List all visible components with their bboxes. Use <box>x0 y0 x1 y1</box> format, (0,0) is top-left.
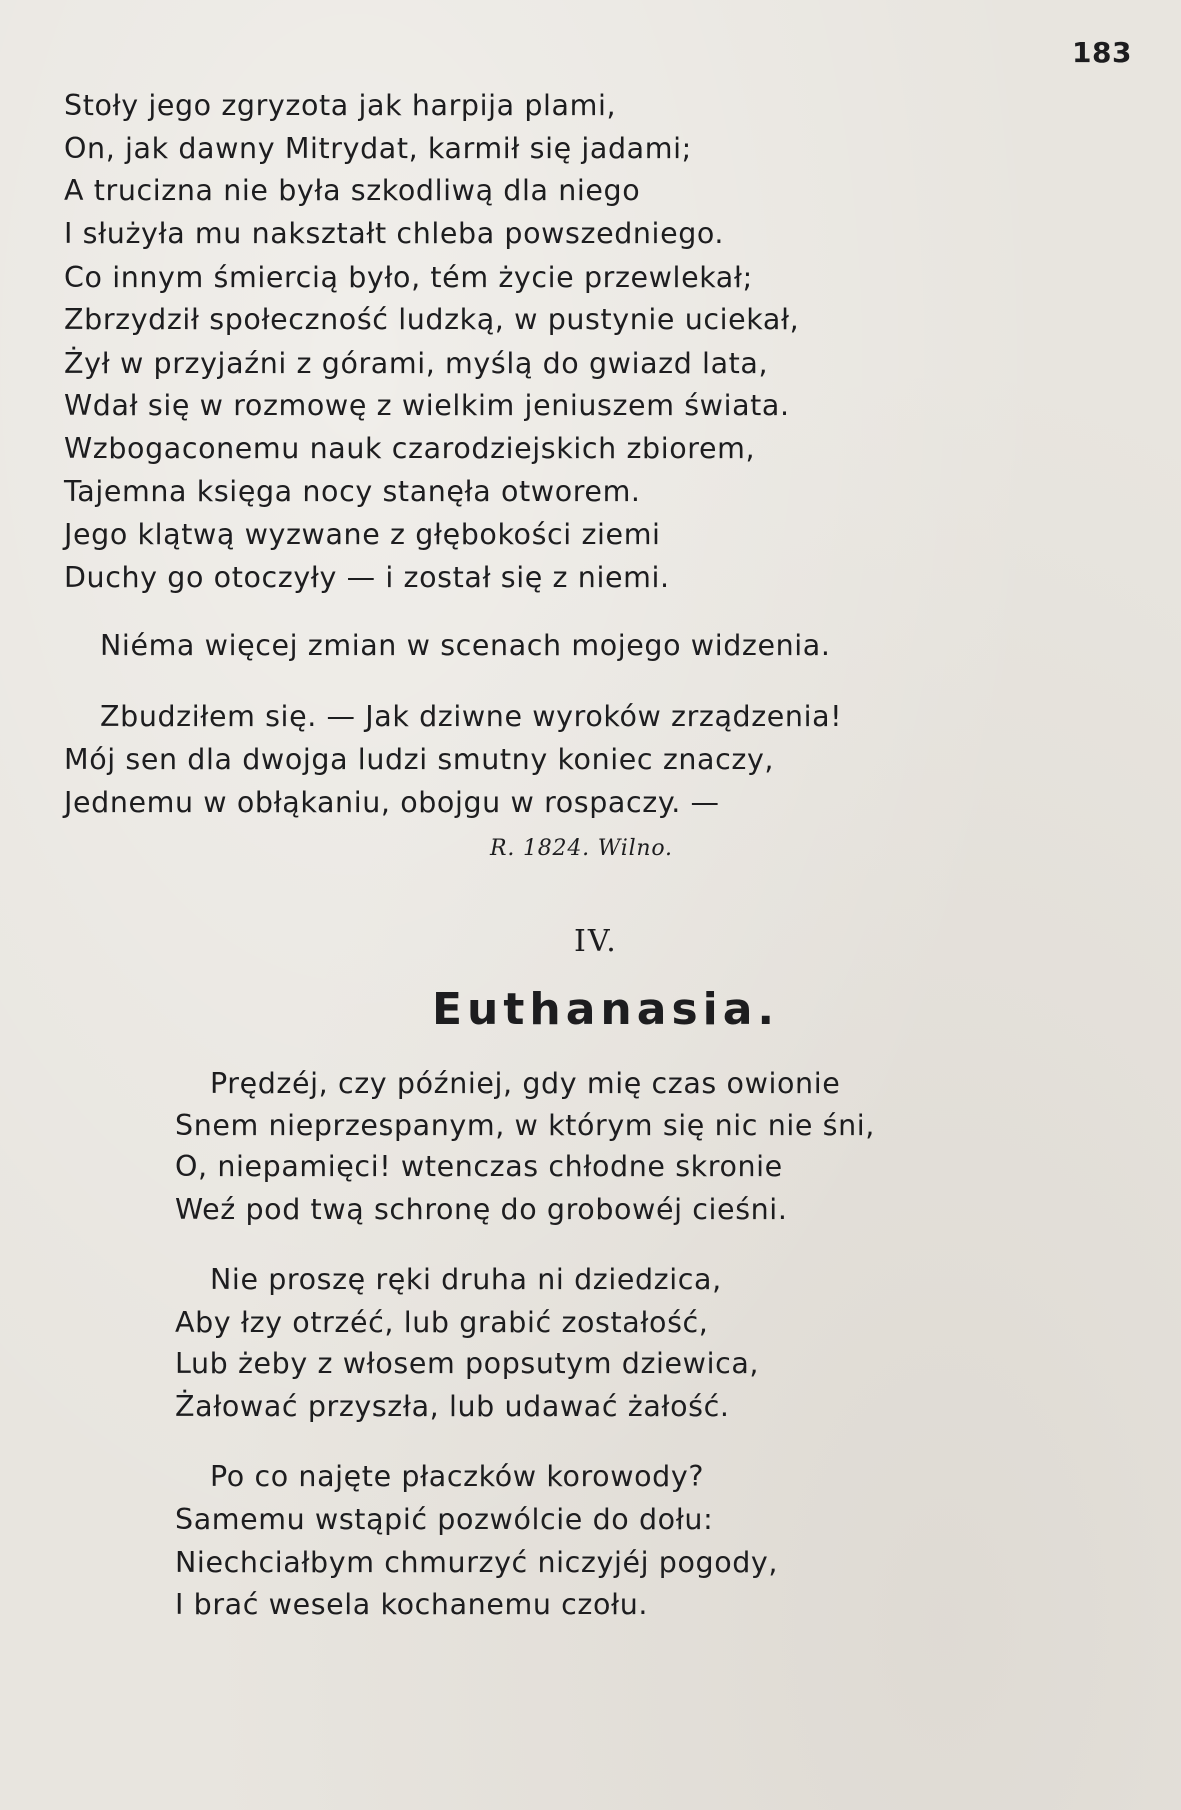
verse-line: Snem nieprzespanym, w którym się nic nie śni, <box>175 1109 875 1142</box>
verse-line: Wzbogaconemu nauk czarodziejskich zbiorem, <box>64 432 756 465</box>
verse-line: I brać wesela kochanemu czołu. <box>175 1588 649 1621</box>
verse-line: Wdał się w rozmowę z wielkim jeniuszem świata. <box>64 389 790 422</box>
verse-line-single: Niéma więcej zmian w scenach mojego widzenia. <box>100 629 831 662</box>
verse-line: Po co najęte płaczków korowody? <box>210 1460 705 1493</box>
verse-line: Lub żeby z włosem popsutym dziewica, <box>175 1347 760 1380</box>
verse-line: A trucizna nie była szkodliwą dla niego <box>64 174 641 207</box>
verse-line: Jednemu w obłąkaniu, obojgu w rospaczy. — <box>64 786 720 819</box>
verse-line: Prędzéj, czy później, gdy mię czas owionie <box>210 1067 841 1100</box>
section-number: IV. <box>574 924 618 959</box>
verse-line: Niechciałbym chmurzyć niczyjéj pogody, <box>175 1546 779 1579</box>
verse-line: Samemu wstąpić pozwólcie do dołu: <box>175 1503 714 1536</box>
verse-line: Zbudziłem się. — Jak dziwne wyroków zrządzenia! <box>100 700 843 733</box>
verse-line: Żył w przyjaźni z górami, myślą do gwiazd lata, <box>64 347 769 380</box>
verse-line: Jego klątwą wyzwane z głębokości ziemi <box>64 518 661 551</box>
verse-line: Zbrzydził społeczność ludzką, w pustynie uciekał, <box>64 303 800 336</box>
verse-line: Stoły jego zgryzota jak harpija plami, <box>64 89 617 122</box>
verse-line: Mój sen dla dwojga ludzi smutny koniec znaczy, <box>64 743 775 776</box>
date-place-signature: R. 1824. Wilno. <box>490 836 673 861</box>
verse-line: Duchy go otoczyły — i został się z niemi. <box>64 561 670 594</box>
verse-line: Aby łzy otrzéć, lub grabić zostałość, <box>175 1306 709 1339</box>
verse-line: On, jak dawny Mitrydat, karmił się jadami; <box>64 132 692 165</box>
poem-title: Euthanasia. <box>432 984 780 1035</box>
page-number: 183 <box>1072 36 1132 69</box>
verse-line: Weź pod twą schronę do grobowéj cieśni. <box>175 1193 788 1226</box>
verse-line: O, niepamięci! wtenczas chłodne skronie <box>175 1150 783 1183</box>
verse-line: Żałować przyszła, lub udawać żałość. <box>175 1390 730 1423</box>
verse-line: Co innym śmiercią było, tém życie przewlekał; <box>64 261 753 294</box>
verse-line: Nie proszę ręki druha ni dziedzica, <box>210 1263 722 1296</box>
verse-line: I służyła mu nakształt chleba powszedniego. <box>64 217 725 250</box>
verse-line: Tajemna księga nocy stanęła otworem. <box>64 475 641 508</box>
